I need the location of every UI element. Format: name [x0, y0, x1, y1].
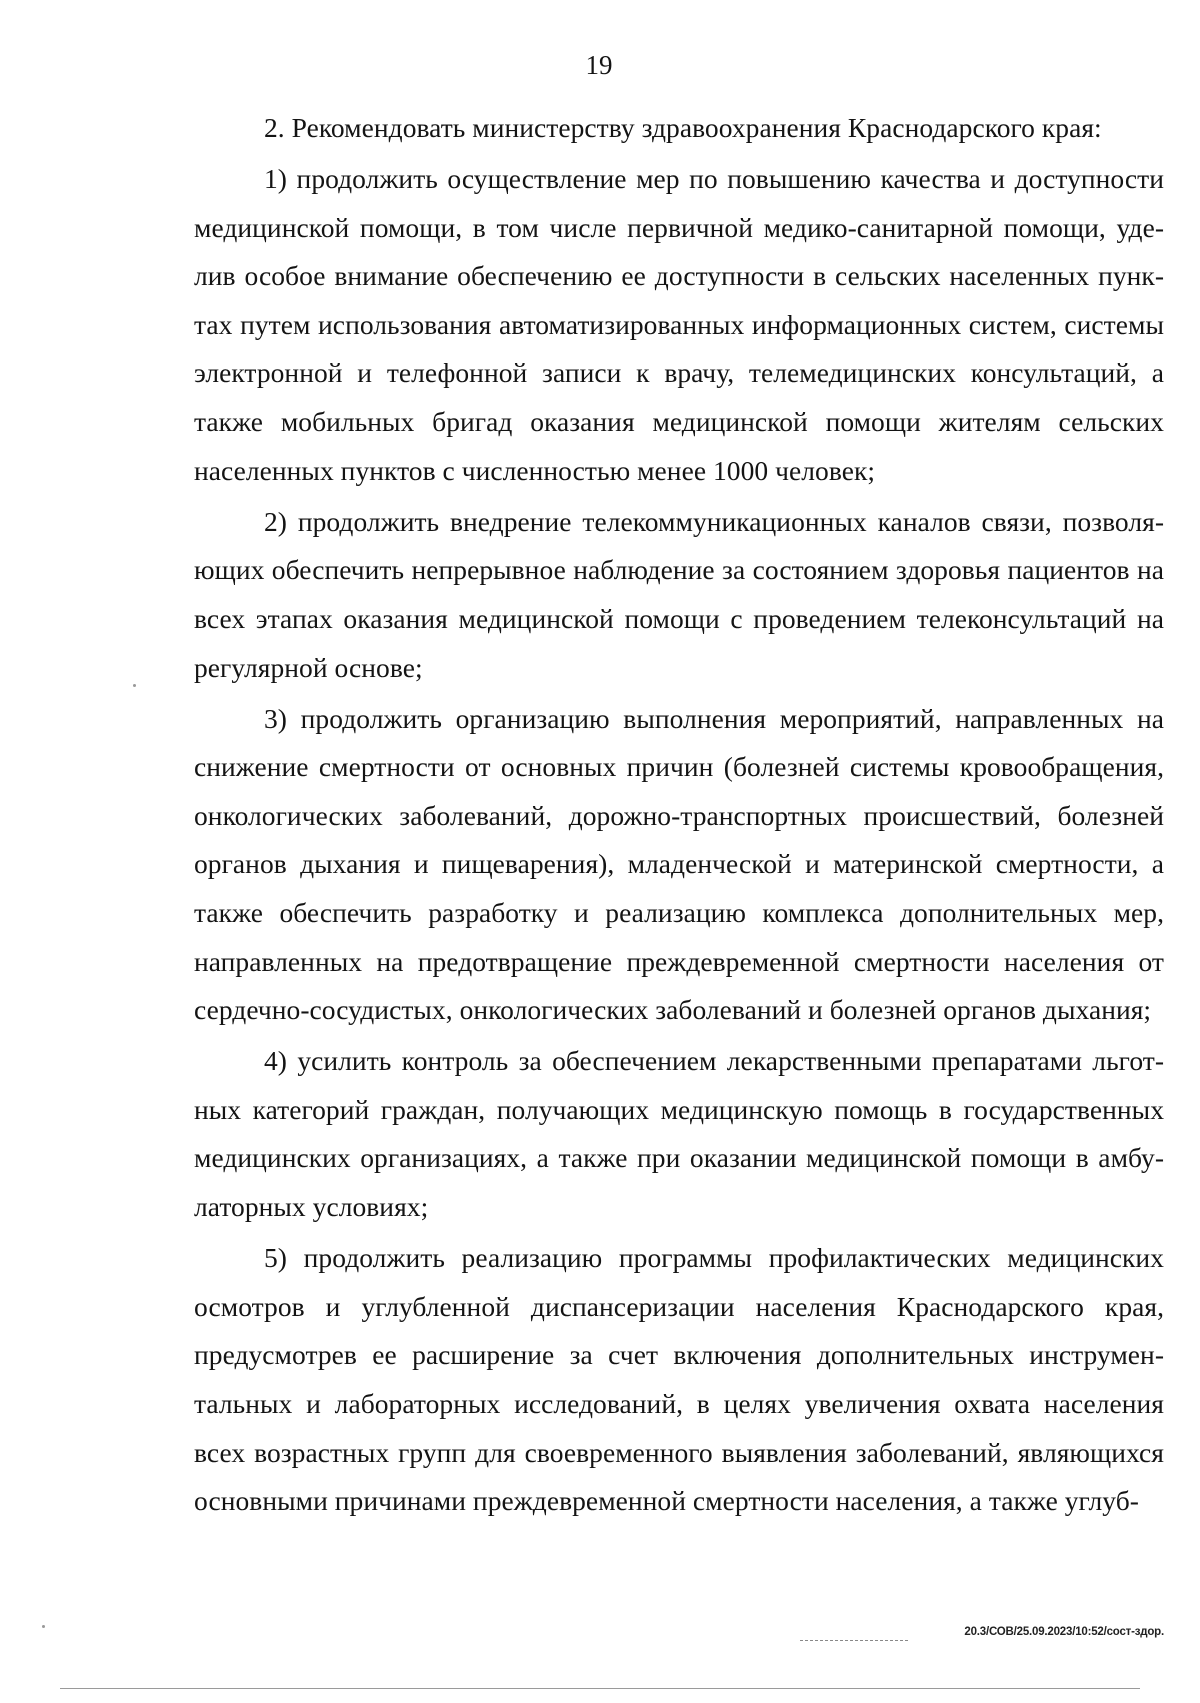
- paragraph-item-3: 3) продолжить организацию выполнения мероприятий, направленных на снижение смертности от основных причин (болезней системы кровообращения, онкологических заболеваний, дорожно-транспортных происшествий, болезней органов дыхания и пищеварения), младенческой и материнской смертности, а также обеспечить разработку и реализацию комплекса дополнительных мер, направленных на предотвращение преждевременной смертности населения от сердечно-сосудистых, онкологических заболеваний и болезней органов дыхания;: [194, 702, 1164, 1026]
- scan-speck: [42, 1625, 45, 1628]
- scan-bottom-edge: [60, 1688, 1140, 1689]
- paragraph-recommendation-heading: 2. Рекомендовать министерству здравоохранения Краснодарского края:: [264, 112, 1102, 143]
- paragraph-item-1: 1) продолжить осуществление мер по повышению качества и доступности медицинской помощи, в том числе первичной медико-санитарной помощи, уделив особое внимание обеспечению ее доступности в сельских населенных пунктах путем использования автоматизированных информационных систем, системы электронной и телефонной записи к врачу, телемедицинских консультаций, а также мобильных бригад оказания медицинской помощи жителям сельских населенных пунктов с численностью менее 1000 человек;: [194, 163, 1164, 486]
- paragraph-item-2: 2) продолжить внедрение телекоммуникационных каналов связи, позволяющих обеспечить непрерывное наблюдение за состоянием здоровья пациентов на всех этапах оказания медицинской помощи с проведением телеконсультаций на регулярной основе;: [194, 505, 1164, 683]
- footer-dashed-line: [800, 1640, 908, 1641]
- paragraph-item-5: 5) продолжить реализацию программы профилактических медицинских осмотров и углубленной диспансеризации населения Краснодарского края, предусмотрев ее расширение за счет включения дополнительных инструментальных и лабораторных исследований, в целях увеличения охвата населения всех возрастных групп для своевременного выявления заболеваний, являющихся основными причинами преждевременной смертности населения, а также углуб-: [194, 1242, 1164, 1517]
- page-number: 19: [585, 50, 613, 80]
- footer-document-code: 20.3/СОВ/25.09.2023/10:52/сост-здор.: [964, 1626, 1164, 1638]
- paragraph-item-4: 4) усилить контроль за обеспечением лекарственными препаратами льготных категорий граждан, получающих медицинскую помощь в государственных медицинских организациях, а также при оказании медицинской помощи в амбулаторных условиях;: [194, 1045, 1164, 1223]
- document-body: [194, 104, 1164, 1526]
- scan-speck: [133, 684, 136, 687]
